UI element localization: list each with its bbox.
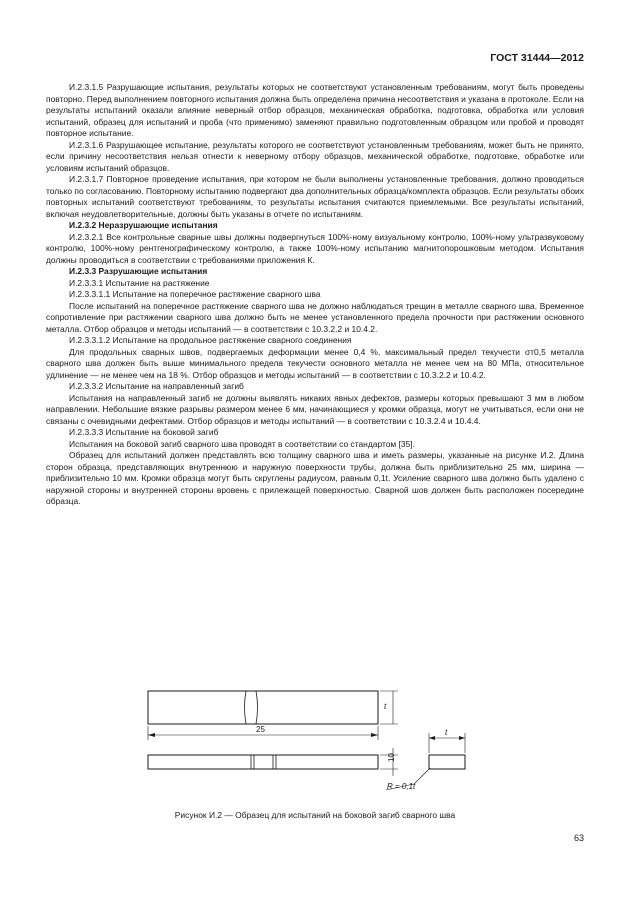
radius-label: R = 0,1t xyxy=(387,782,416,791)
specimen-end-view xyxy=(429,755,465,769)
document-header: ГОСТ 31444—2012 xyxy=(490,52,584,64)
dim-label-10: 10 xyxy=(387,753,396,762)
body-text xyxy=(46,82,584,508)
weld-fusion-line xyxy=(245,691,247,724)
page-number: 63 xyxy=(573,833,584,843)
paragraph: И.2.3.3.3 Испытание на боковой загиб xyxy=(69,427,219,437)
paragraph: И.2.3.3.1 Испытание на растяжение xyxy=(69,277,210,288)
section-heading: И.2.3.2 Неразрушающие испытания xyxy=(69,220,218,230)
paragraph: Испытания на направленный загиб не должны выявлять никаких явных дефектов, размеры которых превышают 3 мм в любом направлении. Небольшие вязкие разрывы размером менее 6 мм, начинающиеся у кромки образца, могут не учитываться, если они не связаны с очевидными дефектами. Отбор образцов и методы испытаний — в соответствии с 10.3.2.4 и 10.4.4. xyxy=(46,392,584,426)
paragraph: И.2.3.2.1 Все контрольные сварные швы должны подвергнуться 100%-ному визуальному контролю, 100%-ному ультразвуковому контролю, 100%-ному рентгенографическому контролю, а также 100%-ному испытанию магнитопорошковым методом. Испытания должны проводиться в соответствии с требованиями приложения К. xyxy=(46,231,584,265)
figure-caption: Рисунок И.2 — Образец для испытаний на боковой загиб сварного шва xyxy=(174,810,456,820)
dim-label-t-side: t xyxy=(445,728,448,737)
section-heading: И.2.3.3 Разрушающие испытания xyxy=(69,266,208,276)
paragraph: И.2.3.1.7 Повторное проведение испытания, при котором не были выполнены установленные требования, должно проводиться только по согласованию. Повторному испытанию подвергают два дополнительных образца/комплекта образцов. Если результаты обоих повторных испытаний соответствуют требованиям, то результаты испытания считаются приемлемыми. Все результаты испытаний, включая неудовлетворительные, должны быть указаны в отчете по испытаниям. xyxy=(46,174,584,219)
specimen-figure xyxy=(0,684,630,809)
paragraph: И.2.3.1.5 Разрушающие испытания, результаты которых не соответствуют установленным требованиям, могут быть проведены повторно. Перед выполнением повторного испытания должна быть определена причина несоответствия и указана в протоколе. Если на результаты испытаний оказали влияние неверный отбор образцов, механическая обработка, подготовка, обработка или условия испытаний, образец для испытаний и проба (что применимо) заменяют правильно подготовленным образцом или пробой и проводят повторное испытание. xyxy=(46,82,584,138)
paragraph: Испытания на боковой загиб сварного шва проводят в соответствии со стандартом [35]. xyxy=(69,438,415,449)
paragraph: И.2.3.3.2 Испытание на направленный загиб xyxy=(69,381,244,391)
weld-fusion-line xyxy=(256,691,258,724)
paragraph: Для продольных сварных швов, подвергаемых деформации менее 0,4 %, максимальный предел текучести σт0,5 металла сварного шва должен быть выше минимального предела текучести основного металла не менее чем на 80 МПа, относительное удлинение — не менее чем на 18 %. Отбор образцов и методы испытаний — в соответствии с 10.3.2.2 и 10.4.2. xyxy=(46,346,584,380)
specimen-top-view xyxy=(148,691,378,724)
dim-label-25: 25 xyxy=(256,725,265,734)
paragraph: Образец для испытаний должен представлять всю толщину сварного шва и иметь размеры, указанные на рисунке И.2. Длина сторон образца, представляющих внутреннюю и наружную поверхности трубы, должна быть приблизительно 25 мм, ширина — приблизительно 10 мм. Кромки образца могут быть скруглены радиусом, равным 0,1t. Усиление сварного шва должно быть удалено с наружной стороны и внутренней стороны вровень с прилежащей поверхностью. Сварной шов должен быть расположен посередине образца. xyxy=(46,450,584,506)
paragraph: После испытаний на поперечное растяжение сварного шва не должно наблюдаться трещин в металле сварного шва. Временное сопротивление при растяжении сварного шва должно быть не менее установленного предела прочности при растяжении основного металла. Отбор образцов и методы испытаний — в соответствии с 10.3.2.2 и 10.4.2. xyxy=(46,300,584,334)
specimen-side-view xyxy=(148,755,378,769)
paragraph: И.2.3.3.1.2 Испытание на продольное растяжение сварного соединения xyxy=(69,335,352,345)
paragraph: И.2.3.3.1.1 Испытание на поперечное растяжение сварного шва xyxy=(69,289,321,299)
paragraph: И.2.3.1.6 Разрушающее испытание, результаты которого не соответствуют установленным требованиям, может быть не принято, если причину несоответствия нельзя отнести к неверному отбору образцов, механической обработке, подготовке, обработке или условиям испытаний образцов. xyxy=(46,139,584,173)
dim-label-t: t xyxy=(384,702,387,711)
